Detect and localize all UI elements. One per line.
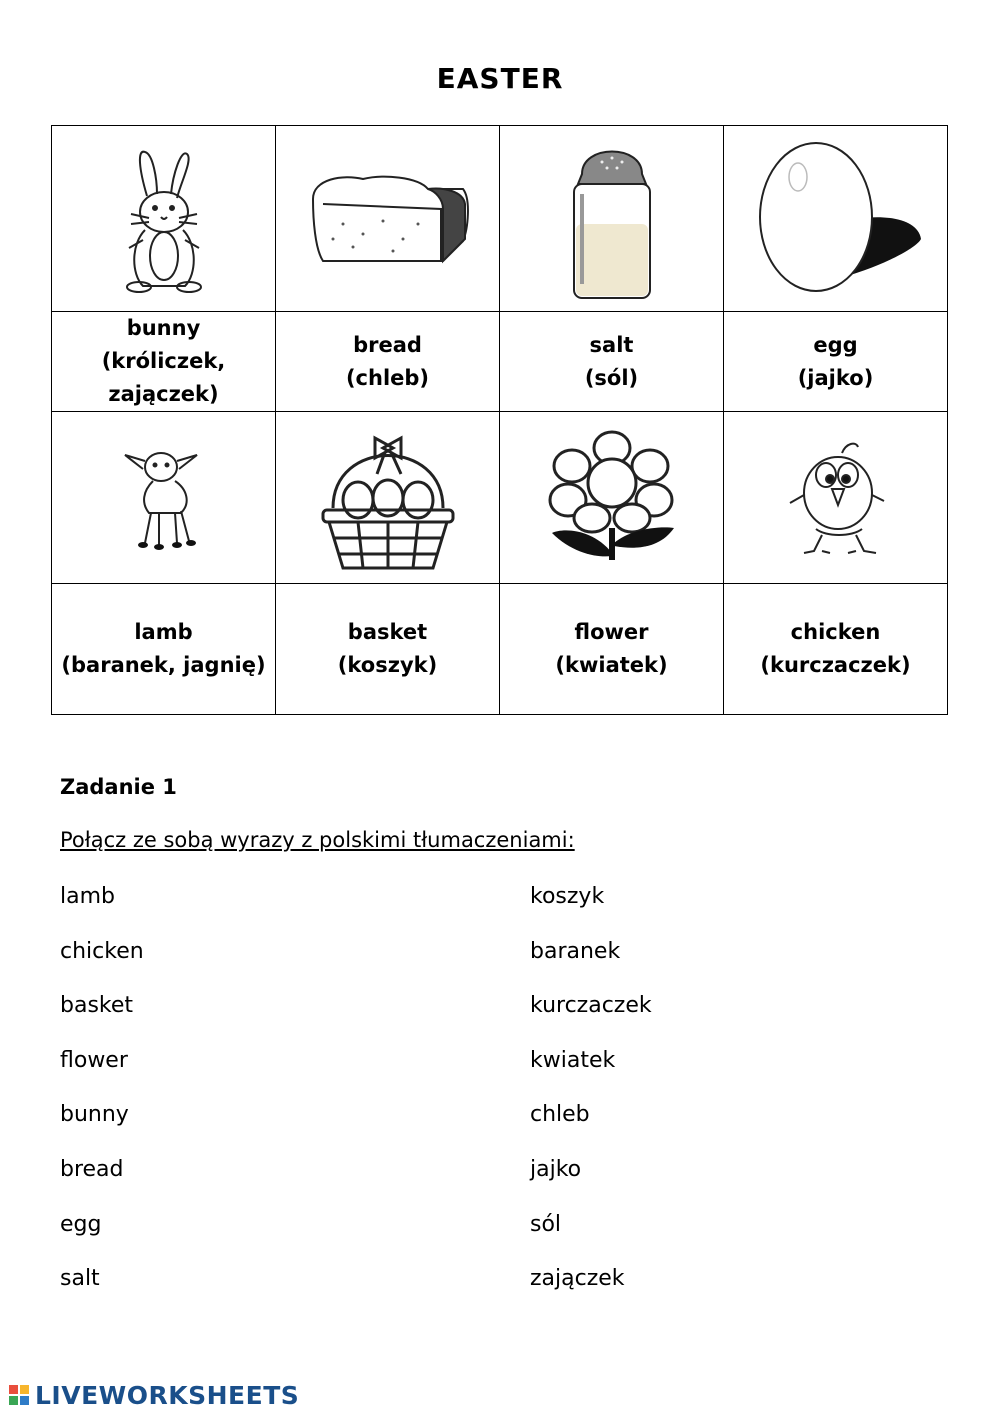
bunny-icon [109, 144, 219, 294]
english-word-item[interactable]: egg [60, 1211, 102, 1237]
polish-word-item[interactable]: sól [530, 1211, 562, 1237]
page-title: EASTER [436, 62, 564, 95]
polish-word-item[interactable]: koszyk [530, 884, 605, 909]
vocab-polish: (kurczaczek) [760, 653, 911, 677]
bunny-image-cell [52, 126, 276, 312]
liveworksheets-footer [8, 1380, 299, 1410]
vocab-english: bunny [126, 316, 201, 340]
vocab-card-egg [724, 312, 948, 412]
english-word-item[interactable]: bread [60, 1156, 124, 1182]
flower-image-cell [500, 412, 724, 584]
bread-icon [303, 169, 473, 269]
footer-brand: LIVEWORKSHEETS [35, 1380, 300, 1410]
flower-icon [542, 428, 682, 568]
lamb-icon [119, 443, 209, 553]
chick-image-cell [724, 412, 948, 584]
egg-image-cell [724, 126, 948, 312]
bread-image-cell [276, 126, 500, 312]
vocabulary-table [51, 125, 948, 715]
vocab-card-bread [276, 312, 500, 412]
basket-icon [313, 418, 463, 578]
vocab-english: egg [813, 332, 858, 357]
vocab-english: lamb [134, 620, 193, 644]
vocab-english: flower [574, 620, 649, 644]
liveworksheets-logo-icon [8, 1383, 32, 1407]
salt-shaker-icon [562, 134, 662, 304]
egg-icon [746, 139, 926, 299]
polish-word-item[interactable]: baranek [530, 938, 621, 964]
vocab-card-lamb [52, 584, 276, 715]
english-word-list [60, 882, 144, 1319]
vocab-card-flower [500, 584, 724, 715]
english-word-item[interactable]: bunny [60, 1102, 129, 1128]
polish-word-item[interactable]: zajączek [530, 1266, 625, 1292]
vocab-polish: (kwiatek) [555, 653, 668, 677]
basket-image-cell [276, 412, 500, 584]
vocab-polish-2: zajączek) [108, 382, 219, 406]
english-word-item[interactable]: lamb [60, 884, 115, 909]
vocab-polish: (baranek, jagnię) [61, 653, 266, 677]
task-instruction: Połącz ze sobą wyrazy z polskimi tłumaczeniami: [60, 828, 575, 852]
vocab-polish: (chleb) [345, 365, 430, 390]
lamb-image-cell [52, 412, 276, 584]
vocab-card-bunny [52, 312, 276, 412]
task-title: Zadanie 1 [60, 775, 177, 799]
vocab-english: salt [589, 332, 634, 357]
chick-icon [786, 433, 886, 563]
polish-word-item[interactable]: chleb [530, 1102, 590, 1128]
vocab-english: bread [353, 332, 422, 357]
vocab-card-basket [276, 584, 500, 715]
vocab-polish: (koszyk) [337, 653, 438, 677]
english-word-item[interactable]: chicken [60, 938, 144, 964]
vocab-card-salt [500, 312, 724, 412]
english-word-item[interactable]: basket [60, 993, 134, 1019]
vocab-english: chicken [790, 620, 881, 644]
vocab-polish: (jajko) [797, 365, 874, 390]
vocab-english: basket [347, 620, 428, 644]
english-word-item[interactable]: salt [60, 1266, 100, 1292]
vocab-polish: (sól) [584, 365, 639, 390]
salt-image-cell [500, 126, 724, 312]
vocab-polish: (króliczek, [101, 349, 226, 373]
polish-word-item[interactable]: kurczaczek [530, 993, 652, 1019]
polish-word-list [530, 882, 652, 1319]
polish-word-item[interactable]: kwiatek [530, 1047, 616, 1073]
english-word-item[interactable]: flower [60, 1047, 128, 1073]
polish-word-item[interactable]: jajko [530, 1156, 582, 1182]
vocab-card-chicken [724, 584, 948, 715]
